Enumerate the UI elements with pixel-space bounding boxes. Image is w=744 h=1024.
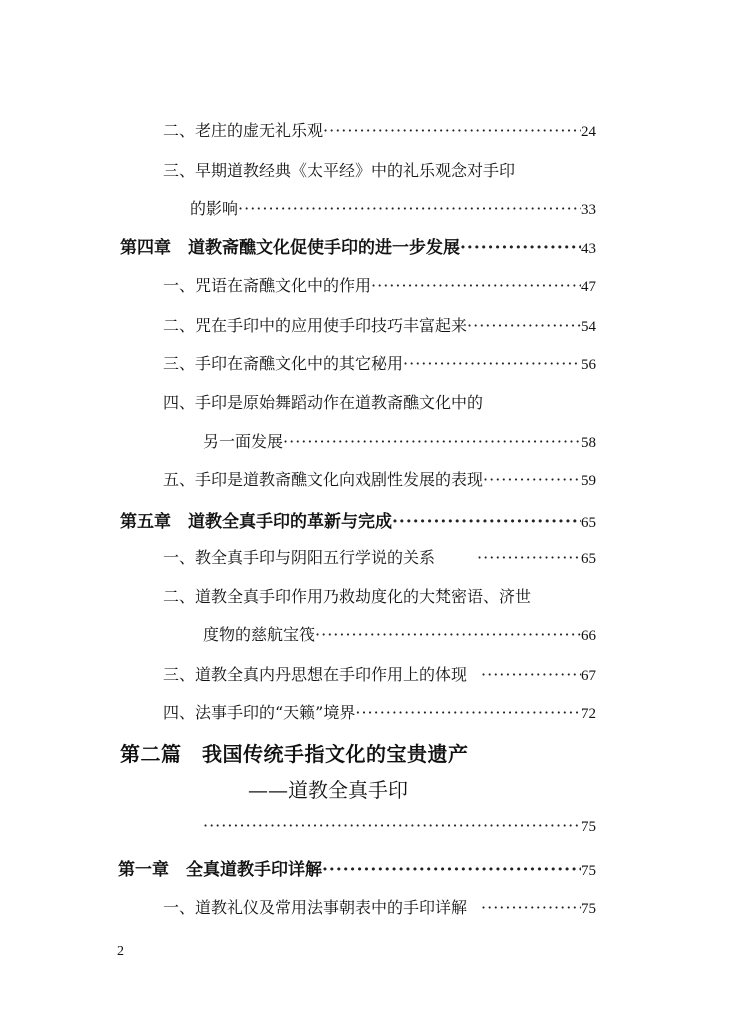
- toc-entry-title: 三、手印在斋醮文化中的其它秘用: [163, 354, 404, 373]
- dot-leader: [371, 276, 581, 295]
- toc-chapter-title: 第一章 全真道教手印详解: [118, 860, 322, 880]
- toc-entry-title: 四、法事手印的“天籁”境界: [163, 703, 356, 722]
- toc-entry: [163, 700, 596, 723]
- toc-entry-page: 75: [581, 819, 596, 835]
- dot-leader: [477, 548, 581, 567]
- toc-entry-page: 24: [581, 124, 596, 140]
- toc-entry: [163, 662, 596, 685]
- toc-entry-title: 另一面发展: [203, 432, 284, 451]
- toc-entry-page: 43: [581, 241, 596, 257]
- toc-entry-page: 59: [581, 473, 596, 489]
- toc-chapter-title: 第四章 道教斋醮文化促使手印的进一步发展: [120, 238, 460, 258]
- dot-leader: [322, 860, 581, 880]
- toc-chapter-entry: [120, 507, 596, 532]
- toc-entry-page: 72: [581, 706, 596, 722]
- toc-entry-title: 一、道教礼仪及常用法事朝表中的手印详解: [163, 898, 468, 917]
- part-title: 第二篇 我国传统手指文化的宝贵遗产: [120, 742, 469, 766]
- toc-entry: [163, 895, 596, 918]
- toc-entry: [190, 196, 596, 219]
- dot-leader: [481, 898, 581, 917]
- toc-chapter-title: 第五章 道教全真手印的革新与完成: [120, 512, 392, 532]
- toc-entry: [163, 313, 596, 336]
- toc-entry-page: 75: [581, 863, 596, 879]
- toc-entry-page: 47: [581, 279, 596, 295]
- toc-entry-title: 五、手印是道教斋醮文化向戏剧性发展的表现: [163, 470, 484, 489]
- part-subtitle: ——道教全真手印: [248, 778, 408, 802]
- toc-entry-title: 二、老庄的虚无礼乐观: [163, 121, 324, 140]
- dot-leader: [203, 816, 581, 835]
- toc-entry: [163, 545, 596, 568]
- toc-entry-page: 66: [581, 628, 596, 644]
- toc-chapter-entry: [118, 855, 596, 880]
- toc-entry-title: 的影响: [190, 199, 239, 218]
- dot-leader: [483, 470, 581, 489]
- dot-leader: [355, 703, 581, 722]
- toc-entry-title-line1: 四、手印是原始舞蹈动作在道教斋醮文化中的: [163, 393, 484, 412]
- dot-leader: [467, 316, 581, 335]
- toc-entry-title: 一、咒语在斋醮文化中的作用: [163, 276, 372, 295]
- toc-entry-page: 75: [581, 901, 596, 917]
- toc-entry: [163, 467, 596, 490]
- toc-entry-page: 65: [581, 551, 596, 567]
- dot-leader: [460, 238, 581, 258]
- toc-entry-title: 一、教全真手印与阴阳五行学说的关系: [163, 548, 436, 567]
- toc-entry-page: 56: [581, 357, 596, 373]
- dot-leader: [315, 625, 581, 644]
- toc-entry: [203, 622, 596, 645]
- toc-entry-title-line1: 三、早期道教经典《太平经》中的礼乐观念对手印: [163, 161, 516, 180]
- toc-entry-title: 二、咒在手印中的应用使手印技巧丰富起来: [163, 316, 468, 335]
- dot-leader: [392, 512, 581, 532]
- toc-entry: [163, 273, 596, 296]
- toc-entry-page: 65: [581, 515, 596, 531]
- toc-entry-page: 67: [581, 668, 596, 684]
- dot-leader: [283, 432, 581, 451]
- toc-part-entry: [203, 816, 596, 836]
- toc-entry-title: 度物的慈航宝筏: [203, 625, 316, 644]
- toc-chapter-entry: [120, 233, 596, 258]
- toc-entry: [163, 118, 596, 141]
- dot-leader: [403, 354, 581, 373]
- toc-entry: [203, 429, 596, 452]
- dot-leader: [238, 199, 581, 218]
- dot-leader: [481, 665, 581, 684]
- toc-entry-title-line1: 二、道教全真手印作用乃救劫度化的大梵密语、济世: [163, 587, 532, 606]
- toc-entry: [163, 351, 596, 374]
- dot-leader: [323, 121, 581, 140]
- toc-entry-title: 三、道教全真内丹思想在手印作用上的体现: [163, 665, 468, 684]
- toc-entry-page: 58: [581, 435, 596, 451]
- page-number: 2: [117, 944, 124, 959]
- toc-entry-page: 54: [581, 319, 596, 335]
- toc-entry-page: 33: [581, 202, 596, 218]
